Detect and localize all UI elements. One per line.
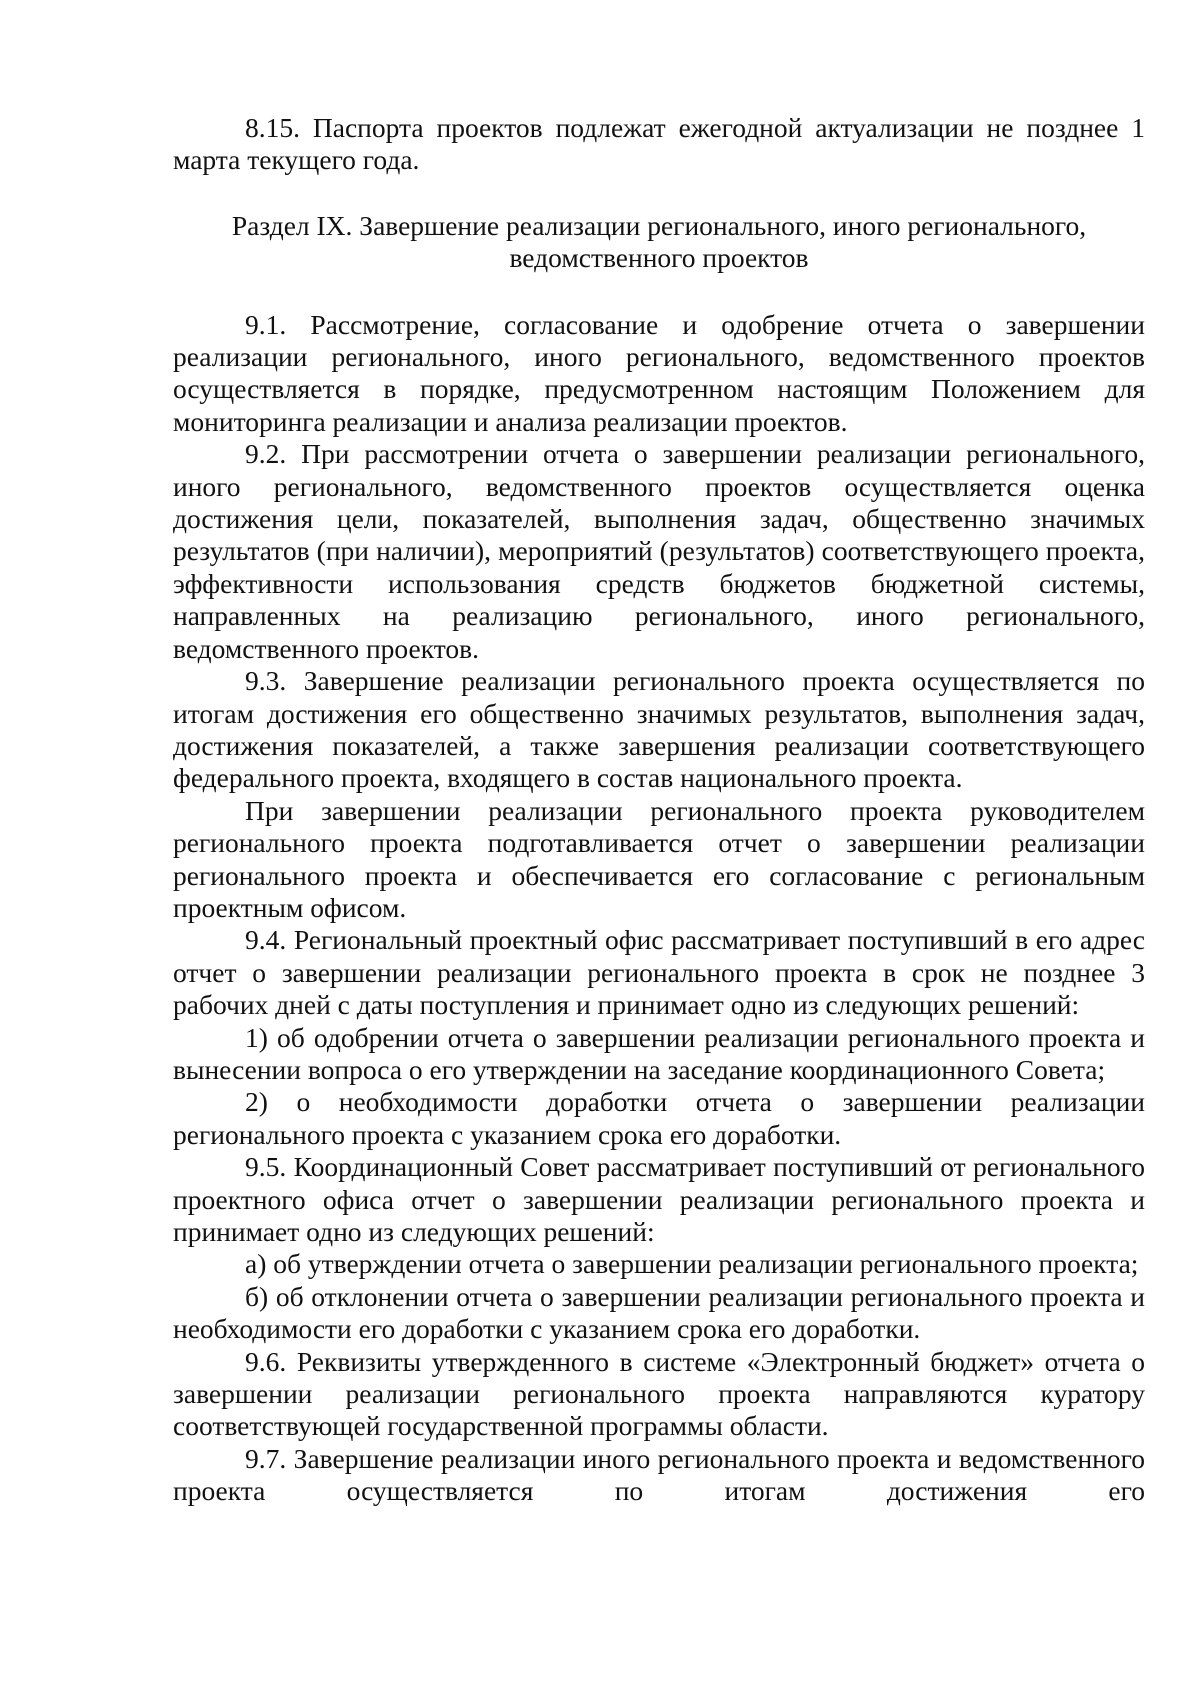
list-item-9-5-a: а) об утверждении отчета о завершении реализации регионального проекта; (245, 1248, 1139, 1280)
paragraph-9-2: 9.2. При рассмотрении отчета о завершении реализации регионального, иного регионального, ведомственного проектов осуществляется оценка достижения цели, показателей, выполнения задач, общественно значимых результатов (при наличии), мероприятий (результатов) соответствующего проекта, эффективности использования средств бюджетов бюджетной системы, направленных на реализацию регионального, иного регионального, ведомственного проектов. (173, 438, 1145, 664)
paragraph-8-15: 8.15. Паспорта проектов подлежат ежегодной актуализации не позднее 1 марта текущего года. (173, 112, 1145, 176)
document-page (173, 112, 1145, 1508)
paragraph-9-4: 9.4. Региональный проектный офис рассматривает поступивший в его адрес отчет о завершении реализации регионального проекта в срок не позднее 3 рабочих дней с даты поступления и принимает одно из следующих решений: (173, 924, 1145, 1021)
paragraph-9-3-continued: При завершении реализации регионального проекта руководителем регионального проекта подготавливается отчет о завершении реализации регионального проекта и обеспечивается его согласование с региональным проектным офисом. (173, 794, 1145, 923)
section-heading-line-1: Раздел IX. Завершение реализации регионального, иного регионального, (231, 209, 1087, 241)
paragraph-9-5: 9.5. Координационный Совет рассматривает поступивший от регионального проектного офиса отчет о завершении реализации регионального проекта и принимает одно из следующих решений: (173, 1151, 1145, 1247)
spacer (173, 275, 1145, 309)
list-item-9-4-2: 2) о необходимости доработки отчета о завершении реализации регионального проекта с указанием срока его доработки. (173, 1086, 1145, 1150)
paragraph-9-7: 9.7. Завершение реализации иного регионального проекта и ведомственного проекта осуществляется по итогам достижения его (173, 1442, 1145, 1507)
section-heading-line-2: ведомственного проектов (509, 242, 809, 274)
spacer (173, 177, 1145, 210)
paragraph-9-1: 9.1. Рассмотрение, согласование и одобрение отчета о завершении реализации регионального, иного регионального, ведомственного проектов осуществляется в порядке, предусмотренном настоящим Положением для мониторинга реализации и анализа реализации проектов. (173, 308, 1145, 437)
paragraph-9-6: 9.6. Реквизиты утвержденного в системе «Электронный бюджет» отчета о завершении реализации регионального проекта направляются куратору соответствующей государственной программы области. (173, 1345, 1145, 1442)
list-item-9-5-b: б) об отклонении отчета о завершении реализации регионального проекта и необходимости его доработки с указанием срока его доработки. (173, 1280, 1145, 1345)
list-item-9-4-1: 1) об одобрении отчета о завершении реализации регионального проекта и вынесении вопроса о его утверждении на заседание координационного Совета; (173, 1021, 1145, 1085)
paragraph-9-3: 9.3. Завершение реализации регионального проекта осуществляется по итогам достижения его общественно значимых результатов, выполнения задач, достижения показателей, а также завершения реализации соответствующего федерального проекта, входящего в состав национального проекта. (173, 665, 1145, 794)
